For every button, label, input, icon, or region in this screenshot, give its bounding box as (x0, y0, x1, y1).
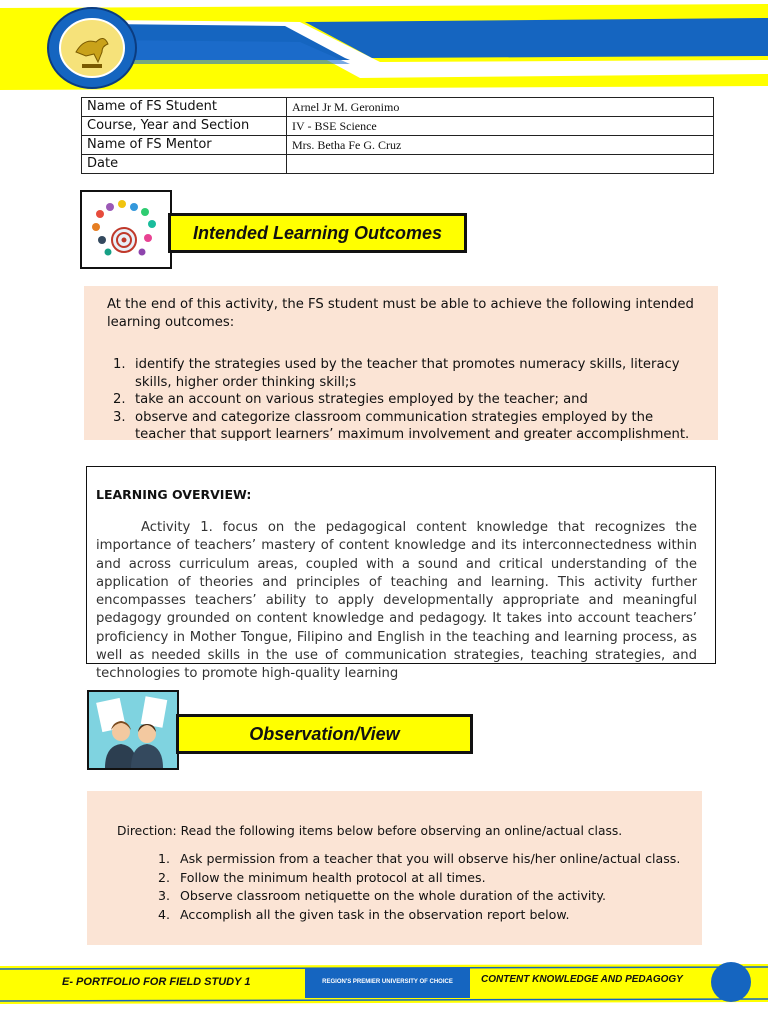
student-info-table (81, 97, 714, 174)
list-number: 2. (158, 869, 171, 885)
list-number: 1. (113, 357, 126, 372)
learning-outcomes-list (113, 356, 705, 444)
list-item (113, 356, 705, 391)
list-item (158, 906, 690, 925)
info-label: Date (82, 155, 287, 174)
list-text: Observe classroom netiquette on the whole duration of the activity. (180, 888, 606, 903)
info-label: Name of FS Student (82, 98, 287, 117)
list-text: Follow the minimum health protocol at all times. (180, 869, 486, 885)
footer-left-title: E- PORTFOLIO FOR FIELD STUDY 1 (62, 976, 251, 988)
learning-overview-box (86, 466, 716, 682)
footer-banner (0, 960, 768, 1006)
list-item (158, 887, 690, 906)
learning-outcomes-box (84, 286, 718, 440)
observation-heading: Observation/View (176, 714, 473, 754)
info-label: Course, Year and Section (82, 117, 287, 136)
info-label: Name of FS Mentor (82, 136, 287, 155)
footer-center-tagline: REGION'S PREMIER UNIVERSITY OF CHOICE (322, 979, 453, 985)
observation-directions-box (87, 791, 702, 945)
list-text: observe and categorize classroom communication strategies employed by the teacher that support learners’ maximum involvement and greater accomplishment. (135, 409, 690, 442)
university-seal-logo (46, 6, 138, 90)
overview-text: Activity 1. focus on the pedagogical content knowledge that recognizes the importance of teachers’ mastery of content knowledge and its interconnectedness within and across curriculum areas, coupled with a sound and critical understanding of the application of theories and principles of teaching and learning. This activity further encompasses teachers’ ability to apply developmentally appropriate and meaningful pedagogy grounded on content knowledge and pedagogy. It takes into account teachers’ proficiency in Mother Tongue, Filipino and English in the teaching and learning process, as well as needed skills in the use of communication strategies, teaching strategies, and technologies to promote high-quality learning (96, 520, 697, 682)
info-value (287, 155, 714, 174)
observation-icon (87, 690, 179, 770)
footer-right-title: CONTENT KNOWLEDGE AND PEDAGOGY (481, 974, 683, 985)
learning-outcomes-icon (80, 190, 172, 269)
info-value: Mrs. Betha Fe G. Cruz (287, 136, 714, 155)
table-row (82, 98, 714, 117)
learning-outcomes-intro: At the end of this activity, the FS student must be able to achieve the following intended learning outcomes: (107, 297, 694, 330)
table-row (82, 117, 714, 136)
info-value: IV - BSE Science (287, 117, 714, 136)
info-value: Arnel Jr M. Geronimo (287, 98, 714, 117)
list-text: Accomplish all the given task in the observation report below. (180, 906, 570, 922)
learning-outcomes-heading: Intended Learning Outcomes (168, 213, 467, 253)
list-number: 2. (113, 392, 126, 407)
list-item (158, 850, 690, 869)
observation-list (158, 850, 690, 924)
list-number: 3. (113, 409, 126, 425)
table-row (82, 155, 714, 174)
list-item (158, 869, 690, 888)
list-text: identify the strategies used by the teacher that promotes numeracy skills, literacy skills, higher order thinking skill;s (135, 357, 680, 390)
list-number: 4. (158, 906, 171, 922)
list-item (113, 409, 705, 444)
list-text: take an account on various strategies employed by the teacher; and (135, 392, 588, 407)
table-row (82, 136, 714, 155)
observation-direction: Direction: Read the following items below before observing an online/actual class. (117, 824, 623, 838)
list-number: 3. (158, 888, 171, 903)
overview-title: LEARNING OVERVIEW: (96, 487, 252, 502)
list-item (113, 391, 705, 409)
list-number: 1. (158, 851, 171, 866)
list-text: Ask permission from a teacher that you will observe his/her online/actual class. (180, 851, 681, 866)
